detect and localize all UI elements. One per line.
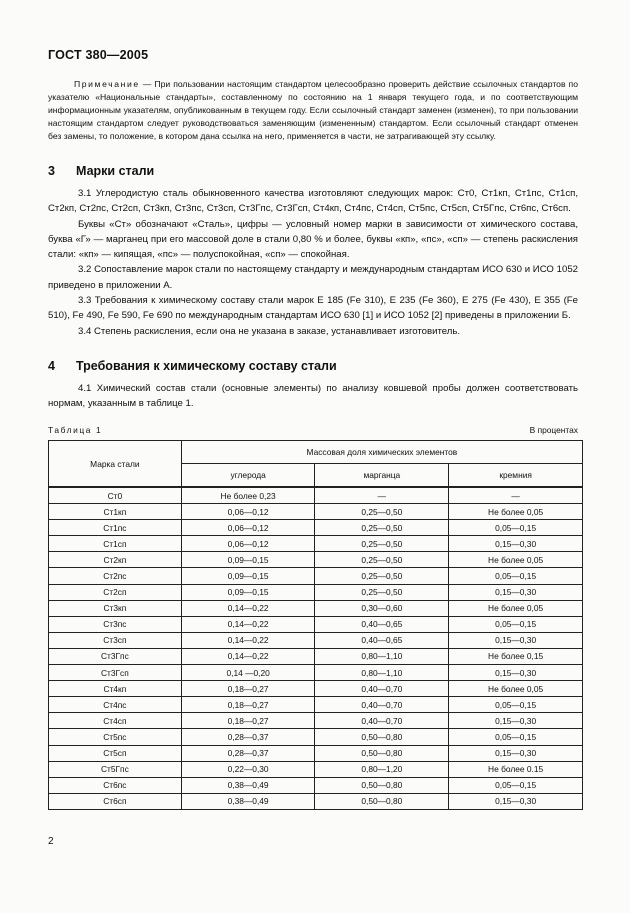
section-4-body [48,381,578,412]
cell-silicon: 0,15—0,30 [449,713,583,729]
cell-silicon: 0,15—0,30 [449,665,583,681]
section-3-body [48,186,578,339]
note-text: — При пользовании настоящим стандартом целесообразно проверить действие ссылочных стандартов по указателю «Национальные стандарты», составленному по состоянию на 1 января текущего года, и по соответствующим информационным указателям, опубликованным в текущем году. Если ссылочный стандарт заменен (изменен), то при пользовании настоящим стандартом следует руководствоваться заменяющим (измененным) стандартом. Если ссылочный стандарт отменен без замены, то положение, в котором дана ссылка на него, применяется в части, не затрагивающей эту ссылку. [48,79,578,141]
cell-manganese: 0,80—1,10 [315,648,449,664]
column-header-grade: Марка стали [49,441,182,488]
cell-carbon: 0,14 —0,20 [181,665,315,681]
cell-silicon: 0,05—0,15 [449,568,583,584]
cell-grade: Ст2сп [49,584,182,600]
table-row [49,632,583,648]
cell-grade: Ст5Гпс [49,761,182,777]
section-4-number: 4 [48,359,55,373]
section-4-heading [48,359,337,373]
cell-grade: Ст3сп [49,632,182,648]
cell-carbon: 0,09—0,15 [181,568,315,584]
cell-grade: Ст6пс [49,777,182,793]
paragraph-3-1-explanation: Буквы «Ст» обозначают «Сталь», цифры — условный номер марки в зависимости от химического состава, буква «Г» — марганец при его массовой доле в стали 0,80 % и более, буквы «кп», «пс», «сп» — степень раскисления стали: «кп» — кипящая, «пс» — полуспокойная, «сп» — спокойная. [48,218,578,261]
cell-silicon: — [449,487,583,504]
table-row [49,745,583,761]
cell-silicon: 0,05—0,15 [449,777,583,793]
cell-grade: Ст1кп [49,504,182,520]
paragraph-3-4: 3.4 Степень раскисления, если она не указана в заказе, устанавливает изготовитель. [78,325,461,337]
cell-manganese: 0,50—0,80 [315,729,449,745]
cell-silicon: Не более 0.15 [449,761,583,777]
cell-grade: Ст3Гпс [49,648,182,664]
cell-manganese: 0,25—0,50 [315,568,449,584]
table-row [49,584,583,600]
cell-silicon: 0,05—0,15 [449,616,583,632]
cell-silicon: Не более 0,05 [449,681,583,697]
table-row [49,520,583,536]
cell-grade: Ст1пс [49,520,182,536]
column-header-carbon: углерода [181,464,315,488]
column-header-silicon: кремния [449,464,583,488]
cell-manganese: 0,40—0,65 [315,616,449,632]
column-header-manganese: марганца [315,464,449,488]
cell-manganese: 0,50—0,80 [315,777,449,793]
section-3-number: 3 [48,164,55,178]
cell-silicon: Не более 0,15 [449,648,583,664]
cell-grade: Ст5пс [49,729,182,745]
paragraph-3-3: 3.3 Требования к химическому составу стали марок Е 185 (Fe 310), Е 235 (Fe 360), Е 275 (Fe 430), Е 355 (Fe 510), Fe 490, Fe 590, Fe 690 по международным стандартам ИСО 630 [1] и ИСО 1052 [2] приведены в приложении Б. [48,295,578,322]
cell-silicon: 0,05—0,15 [449,520,583,536]
cell-silicon: Не более 0,05 [449,600,583,616]
table-row [49,536,583,552]
cell-grade: Ст3кп [49,600,182,616]
cell-carbon: 0,09—0,15 [181,584,315,600]
cell-carbon: 0,18—0,27 [181,713,315,729]
cell-manganese: 0,80—1,10 [315,665,449,681]
cell-grade: Ст4кп [49,681,182,697]
paragraph-4-1: 4.1 Химический состав стали (основные элементы) по анализу ковшевой пробы должен соответствовать нормам, указанным в таблице 1. [48,383,578,410]
table-row [49,697,583,713]
note [48,78,578,143]
cell-carbon: Не более 0,23 [181,487,315,504]
table-row [49,761,583,777]
cell-carbon: 0,28—0,37 [181,745,315,761]
document-header: ГОСТ 380—2005 [48,48,149,62]
cell-carbon: 0,38—0,49 [181,793,315,809]
section-3-heading [48,164,154,178]
cell-silicon: 0,15—0,30 [449,536,583,552]
cell-grade: Ст0 [49,487,182,504]
table-row [49,568,583,584]
cell-silicon: 0,15—0,30 [449,745,583,761]
table-row [49,729,583,745]
cell-grade: Ст4сп [49,713,182,729]
cell-manganese: 0,25—0,50 [315,504,449,520]
cell-carbon: 0,38—0,49 [181,777,315,793]
cell-grade: Ст3Гсп [49,665,182,681]
cell-grade: Ст4пс [49,697,182,713]
cell-manganese: 0,50—0,80 [315,793,449,809]
cell-grade: Ст3пс [49,616,182,632]
cell-grade: Ст2кп [49,552,182,568]
cell-manganese: 0,50—0,80 [315,745,449,761]
chemical-composition-table [48,440,583,810]
cell-carbon: 0,18—0,27 [181,697,315,713]
cell-manganese: 0,80—1,20 [315,761,449,777]
cell-carbon: 0,22—0,30 [181,761,315,777]
cell-grade: Ст6сп [49,793,182,809]
cell-silicon: Не более 0,05 [449,552,583,568]
table-row [49,777,583,793]
cell-grade: Ст2пс [49,568,182,584]
cell-manganese: 0,40—0,65 [315,632,449,648]
table-row [49,487,583,504]
cell-manganese: 0,25—0,50 [315,552,449,568]
cell-silicon: 0,15—0,30 [449,584,583,600]
table-row [49,504,583,520]
page-number: 2 [48,836,54,847]
cell-carbon: 0,09—0,15 [181,552,315,568]
paragraph-3-1: 3.1 Углеродистую сталь обыкновенного качества изготовляют следующих марок: Ст0, Ст1кп, Ст1пс, Ст1сп, Ст2кп, Ст2пс, Ст2сп, Ст3кп, Ст3пс, Ст3сп, Ст3Гпс, Ст3Гсп, Ст4кп, Ст4пс, Ст4сп, Ст5пс, Ст5сп, Ст5Гпс, Ст6пс, Ст6сп. [48,188,578,215]
cell-silicon: 0,05—0,15 [449,697,583,713]
table-row [49,681,583,697]
column-header-mass-fraction: Массовая доля химических элементов [181,441,582,464]
cell-manganese: — [315,487,449,504]
table-row [49,665,583,681]
cell-manganese: 0,25—0,50 [315,584,449,600]
table-row [49,713,583,729]
cell-manganese: 0,40—0,70 [315,697,449,713]
table-row [49,616,583,632]
cell-carbon: 0,18—0,27 [181,681,315,697]
section-4-title: Требования к химическому составу стали [76,359,337,373]
table-caption: Таблица 1 [48,425,103,435]
cell-manganese: 0,40—0,70 [315,681,449,697]
cell-carbon: 0,06—0,12 [181,520,315,536]
table-unit: В процентах [529,425,578,435]
section-3-title: Марки стали [76,164,155,178]
table-row [49,793,583,809]
cell-carbon: 0,06—0,12 [181,504,315,520]
table-row [49,600,583,616]
cell-carbon: 0,14—0,22 [181,600,315,616]
table-body [49,487,583,809]
cell-grade: Ст5сп [49,745,182,761]
table-row [49,552,583,568]
cell-silicon: 0,15—0,30 [449,632,583,648]
paragraph-3-2: 3.2 Сопоставление марок стали по настоящему стандарту и международным стандартам ИСО 630 и ИСО 1052 приведено в приложении А. [48,264,578,291]
cell-carbon: 0,14—0,22 [181,632,315,648]
cell-manganese: 0,25—0,50 [315,536,449,552]
cell-silicon: 0,15—0,30 [449,793,583,809]
cell-grade: Ст1сп [49,536,182,552]
cell-carbon: 0,14—0,22 [181,648,315,664]
note-label: Примечание [74,79,140,89]
cell-silicon: Не более 0,05 [449,504,583,520]
cell-carbon: 0,14—0,22 [181,616,315,632]
cell-carbon: 0,06—0,12 [181,536,315,552]
cell-manganese: 0,40—0,70 [315,713,449,729]
table-row [49,648,583,664]
cell-carbon: 0,28—0,37 [181,729,315,745]
cell-manganese: 0,30—0,60 [315,600,449,616]
cell-silicon: 0,05—0,15 [449,729,583,745]
cell-manganese: 0,25—0,50 [315,520,449,536]
